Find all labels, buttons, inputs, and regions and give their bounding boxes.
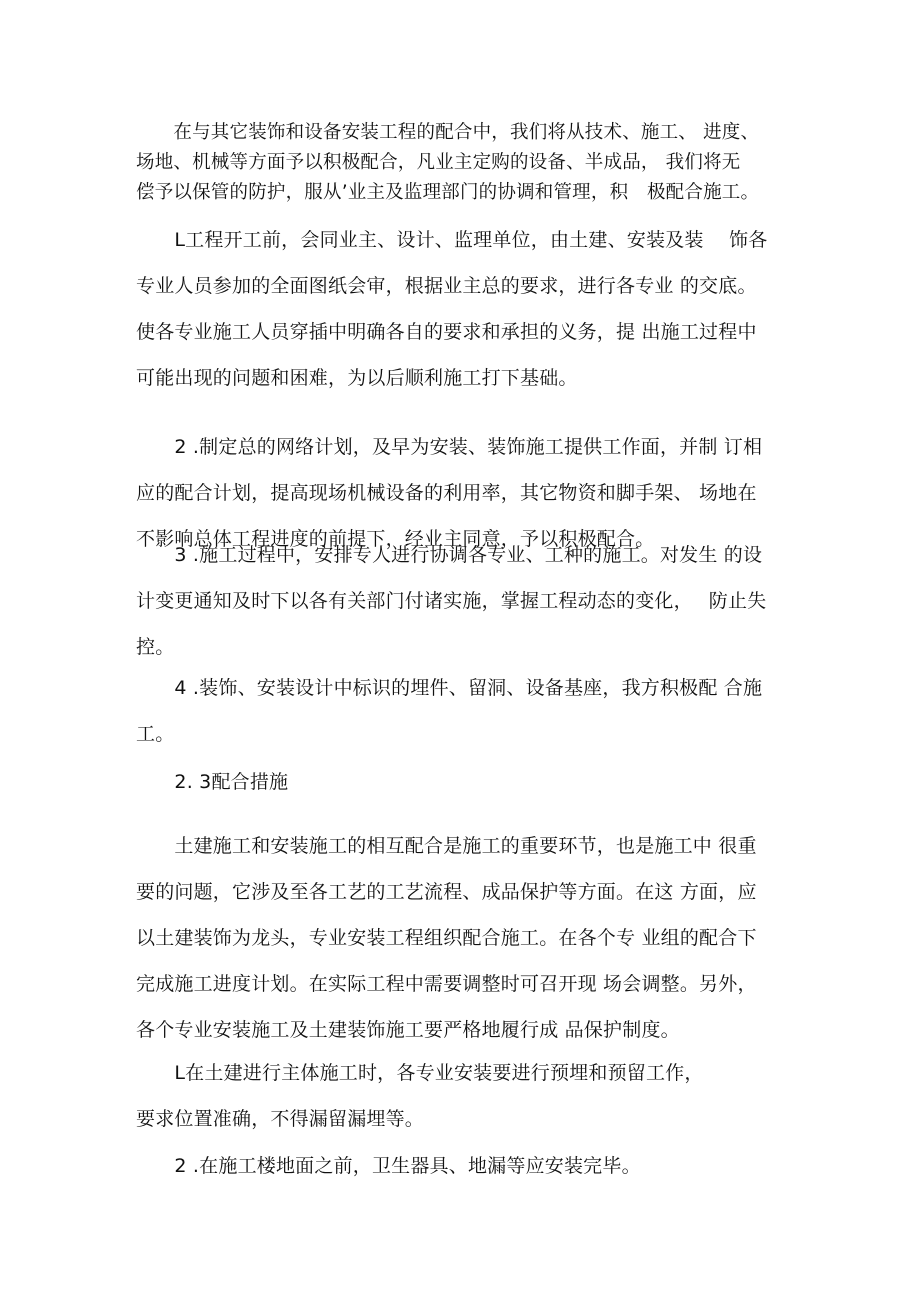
text-line: 应的配合计划，提高现场机械设备的利用率，其它物资和脚手架、 场地在 xyxy=(136,482,757,504)
text-line: 完成施工进度计划。在实际工程中需要调整时可召开现 场会调整。另外， xyxy=(136,973,757,995)
text-line: 2 .制定总的网络计划，及早为安装、装饰施工提供工作面，并制 订相 xyxy=(136,436,763,458)
paragraph-item-4 xyxy=(136,665,796,757)
text-line: 偿予以保管的防护，服从’业主及监理部门的协调和管理，积 极配合施工。 xyxy=(136,182,760,203)
section-heading-2-3 xyxy=(136,759,796,805)
text-line: 3 .施工过程中，安排专人进行协调各专业、工种的施工。对发生 的设 xyxy=(136,544,763,566)
text-line: 场地、机械等方面予以积极配合，凡业主定购的设备、半成品， 我们将无 xyxy=(136,152,741,173)
text-line: 工。 xyxy=(136,723,175,745)
text-line: 可能出现的问题和困难，为以后顺利施工打下基础。 xyxy=(136,367,578,389)
text-line: 2. 3配合措施 xyxy=(136,771,289,793)
paragraph-measure-2 xyxy=(136,1143,796,1189)
text-line: 以土建装饰为龙头，专业安装工程组织配合施工。在各个专 业组的配合下 xyxy=(136,927,757,949)
text-line: L在土建进行主体施工时，各专业安装要进行预埋和预留工作， xyxy=(136,1062,704,1084)
text-line: 2 .在施工楼地面之前，卫生器具、地漏等应安装完毕。 xyxy=(136,1155,641,1177)
paragraph-coordination-intro xyxy=(136,118,796,208)
text-line: 专业人员参加的全面图纸会审，根据业主总的要求，进行各专业 的交底。 xyxy=(136,275,757,297)
text-line: L工程开工前，会同业主、设计、监理单位，由土建、安装及装 饰各 xyxy=(136,229,768,251)
text-line: 计变更通知及时下以各有关部门付诸实施，掌握工程动态的变化， 防止失 xyxy=(136,590,767,612)
text-line: 控。 xyxy=(136,636,175,658)
text-line: 在与其它装饰和设备安装工程的配合中，我们将从技术、施工、 进度、 xyxy=(136,122,760,143)
text-line: 使各专业施工人员穿插中明确各自的要求和承担的义务，提 出施工过程中 xyxy=(136,321,757,343)
text-line: 要求位置准确，不得漏留漏埋等。 xyxy=(136,1108,425,1130)
paragraph-item-1 xyxy=(136,217,796,401)
text-line: 4 .装饰、安装设计中标识的埋件、留洞、设备基座，我方积极配 合施 xyxy=(136,677,763,699)
text-line: 土建施工和安装施工的相互配合是施工的重要环节，也是施工中 很重 xyxy=(136,835,757,857)
paragraph-measures-intro xyxy=(136,823,796,1053)
text-line: 各个专业安装施工及土建装饰施工要严格地履行成 品保护制度。 xyxy=(136,1019,680,1041)
text-line: 不影响总体工程进度的前提下，经业主同意，予以积极配合。 xyxy=(136,528,655,550)
paragraph-item-3 xyxy=(136,532,796,670)
paragraph-measure-1 xyxy=(136,1050,796,1142)
text-line: 要的问题，它涉及至各工艺的工艺流程、成品保护等方面。在这 方面，应 xyxy=(136,881,757,903)
